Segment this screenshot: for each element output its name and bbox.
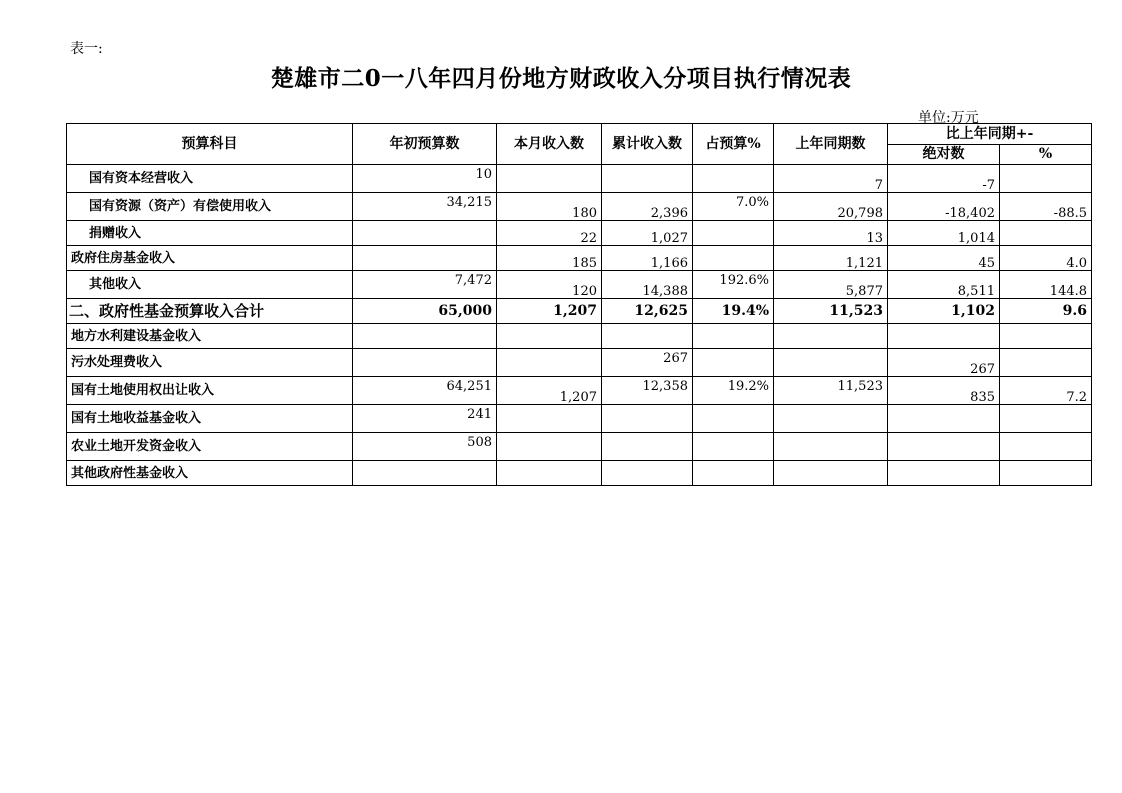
cell-percent: [1000, 165, 1092, 193]
cell-month-income: [497, 349, 602, 377]
unit-label: 单位:万元: [918, 110, 979, 126]
cell-absolute: 45: [888, 246, 1000, 271]
cell-percent: [1000, 433, 1092, 461]
cell-month-income: [497, 324, 602, 349]
header-cumulative-income: 累计收入数: [602, 124, 693, 165]
header-month-income: 本月收入数: [497, 124, 602, 165]
total-row: [67, 299, 1092, 324]
cell-absolute: [888, 461, 1000, 486]
cell-percent: [1000, 349, 1092, 377]
cell-cumulative-income: [602, 405, 693, 433]
cell-budget-pct: [693, 165, 774, 193]
row-name: 捐赠收入: [67, 221, 353, 246]
table-row: [67, 405, 1092, 433]
cell-last-year-same: [774, 461, 888, 486]
cell-annual-budget: 508: [353, 433, 497, 461]
row-name: 国有资源（资产）有偿使用收入: [67, 193, 353, 221]
cell-annual-budget: [353, 349, 497, 377]
cell-percent: [1000, 461, 1092, 486]
cell-percent: 144.8: [1000, 271, 1092, 299]
table-row: [67, 193, 1092, 221]
row-name: 其他政府性基金收入: [67, 461, 353, 486]
cell-budget-pct: 192.6%: [693, 271, 774, 299]
cell-month-income: [497, 405, 602, 433]
cell-month-income: [497, 165, 602, 193]
table-row: [67, 324, 1092, 349]
cell-month-income: [497, 461, 602, 486]
header-row: [67, 124, 1092, 145]
row-name: 农业土地开发资金收入: [67, 433, 353, 461]
table-row: [67, 377, 1092, 405]
revenue-table: [66, 123, 1092, 486]
cell-annual-budget: 10: [353, 165, 497, 193]
cell-budget-pct: 7.0%: [693, 193, 774, 221]
document-title: 楚雄市二0一八年四月份地方财政收入分项目执行情况表: [270, 65, 852, 92]
cell-percent: -88.5: [1000, 193, 1092, 221]
header-compare-group: 比上年同期+-: [888, 124, 1092, 145]
cell-percent: 7.2: [1000, 377, 1092, 405]
table-row: [67, 271, 1092, 299]
cell-month-income: 120: [497, 271, 602, 299]
cell-annual-budget: [353, 246, 497, 271]
cell-budget-pct: [693, 433, 774, 461]
cell-last-year-same: 20,798: [774, 193, 888, 221]
cell-last-year-same: [774, 405, 888, 433]
cell-month-income: 185: [497, 246, 602, 271]
cell-last-year-same: 11,523: [774, 299, 888, 324]
header-item: 预算科目: [67, 124, 353, 165]
cell-last-year-same: 13: [774, 221, 888, 246]
header-last-year-same: 上年同期数: [774, 124, 888, 165]
cell-budget-pct: [693, 405, 774, 433]
cell-cumulative-income: 1,027: [602, 221, 693, 246]
cell-budget-pct: [693, 221, 774, 246]
row-name: 政府住房基金收入: [67, 246, 353, 271]
cell-last-year-same: [774, 324, 888, 349]
cell-percent: [1000, 221, 1092, 246]
cell-month-income: 22: [497, 221, 602, 246]
cell-last-year-same: [774, 349, 888, 377]
cell-month-income: 1,207: [497, 299, 602, 324]
cell-budget-pct: 19.4%: [693, 299, 774, 324]
cell-annual-budget: 65,000: [353, 299, 497, 324]
cell-month-income: 1,207: [497, 377, 602, 405]
row-name: 国有土地收益基金收入: [67, 405, 353, 433]
cell-percent: 9.6: [1000, 299, 1092, 324]
cell-last-year-same: 7: [774, 165, 888, 193]
cell-budget-pct: [693, 349, 774, 377]
table-row: [67, 461, 1092, 486]
cell-cumulative-income: 12,358: [602, 377, 693, 405]
cell-annual-budget: 7,472: [353, 271, 497, 299]
cell-annual-budget: 241: [353, 405, 497, 433]
cell-absolute: -7: [888, 165, 1000, 193]
cell-month-income: 180: [497, 193, 602, 221]
header-annual-budget: 年初预算数: [353, 124, 497, 165]
cell-annual-budget: 34,215: [353, 193, 497, 221]
table-row: [67, 221, 1092, 246]
cell-cumulative-income: 1,166: [602, 246, 693, 271]
row-name: 污水处理费收入: [67, 349, 353, 377]
cell-last-year-same: 5,877: [774, 271, 888, 299]
table-row: [67, 433, 1092, 461]
cell-absolute: [888, 433, 1000, 461]
cell-cumulative-income: [602, 461, 693, 486]
cell-percent: [1000, 324, 1092, 349]
cell-annual-budget: 64,251: [353, 377, 497, 405]
table-row: [67, 349, 1092, 377]
cell-absolute: 1,014: [888, 221, 1000, 246]
row-name: 国有土地使用权出让收入: [67, 377, 353, 405]
cell-last-year-same: 11,523: [774, 377, 888, 405]
table-label: 表一:: [70, 41, 103, 57]
header-budget-pct: 占预算%: [693, 124, 774, 165]
row-name: 国有资本经营收入: [67, 165, 353, 193]
row-name: 二、政府性基金预算收入合计: [67, 299, 353, 324]
cell-cumulative-income: 2,396: [602, 193, 693, 221]
row-name: 地方水利建设基金收入: [67, 324, 353, 349]
cell-budget-pct: [693, 461, 774, 486]
cell-cumulative-income: 12,625: [602, 299, 693, 324]
table-row: [67, 246, 1092, 271]
cell-absolute: [888, 324, 1000, 349]
cell-absolute: 267: [888, 349, 1000, 377]
table-row: [67, 165, 1092, 193]
cell-absolute: [888, 405, 1000, 433]
cell-cumulative-income: [602, 433, 693, 461]
cell-cumulative-income: 267: [602, 349, 693, 377]
cell-last-year-same: 1,121: [774, 246, 888, 271]
row-name: 其他收入: [67, 271, 353, 299]
cell-last-year-same: [774, 433, 888, 461]
header-percent: %: [1000, 144, 1092, 165]
cell-cumulative-income: [602, 324, 693, 349]
cell-cumulative-income: [602, 165, 693, 193]
cell-cumulative-income: 14,388: [602, 271, 693, 299]
cell-absolute: 1,102: [888, 299, 1000, 324]
cell-month-income: [497, 433, 602, 461]
cell-percent: 4.0: [1000, 246, 1092, 271]
cell-annual-budget: [353, 324, 497, 349]
cell-annual-budget: [353, 461, 497, 486]
cell-absolute: -18,402: [888, 193, 1000, 221]
cell-absolute: 835: [888, 377, 1000, 405]
cell-budget-pct: 19.2%: [693, 377, 774, 405]
cell-percent: [1000, 405, 1092, 433]
cell-budget-pct: [693, 324, 774, 349]
cell-budget-pct: [693, 246, 774, 271]
header-absolute: 绝对数: [888, 144, 1000, 165]
cell-absolute: 8,511: [888, 271, 1000, 299]
cell-annual-budget: [353, 221, 497, 246]
